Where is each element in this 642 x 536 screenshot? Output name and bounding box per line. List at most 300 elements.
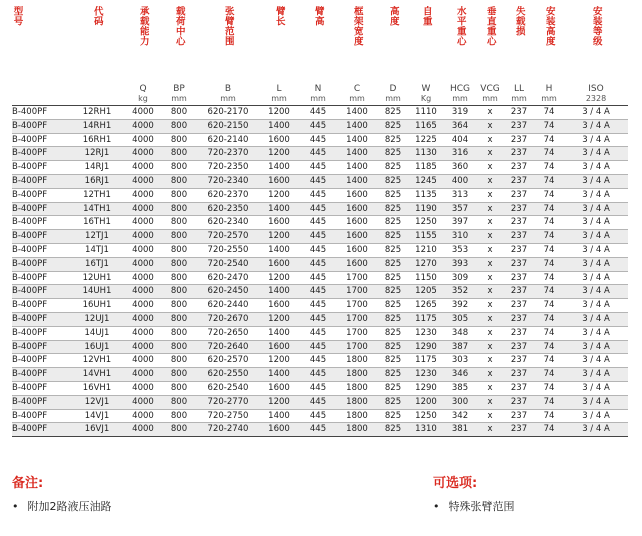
table-cell: 74	[534, 188, 564, 202]
table-cell: 445	[300, 133, 336, 147]
table-cell: 4000	[126, 230, 160, 244]
table-cell: 397	[444, 216, 476, 230]
table-cell: 1600	[336, 257, 378, 271]
table-cell: 1400	[336, 147, 378, 161]
column-header-cn	[126, 6, 160, 82]
column-symbol: LL	[513, 84, 525, 94]
table-cell: 1200	[258, 147, 300, 161]
table-cell: 1600	[258, 133, 300, 147]
table-cell: 3 / 4 A	[564, 119, 628, 133]
table-cell: 3 / 4 A	[564, 202, 628, 216]
table-cell: 14RH1	[68, 119, 126, 133]
table-cell: 825	[378, 230, 408, 244]
table-cell: 4000	[126, 147, 160, 161]
spec-table	[12, 6, 628, 437]
table-cell: x	[476, 133, 504, 147]
table-cell: 1400	[258, 285, 300, 299]
table-cell: 74	[534, 285, 564, 299]
table-cell: 1600	[336, 243, 378, 257]
table-cell: 720-2670	[198, 312, 258, 326]
table-row	[12, 395, 628, 409]
table-cell: 1400	[258, 119, 300, 133]
table-cell: 1270	[408, 257, 444, 271]
table-cell: 1700	[336, 340, 378, 354]
table-cell: 74	[534, 147, 564, 161]
header-symbol-row	[12, 82, 628, 94]
table-cell: 445	[300, 119, 336, 133]
table-cell: 1800	[336, 381, 378, 395]
table-cell: 74	[534, 257, 564, 271]
column-header-cn	[336, 6, 378, 82]
table-cell: 1400	[258, 202, 300, 216]
table-cell: 3 / 4 A	[564, 230, 628, 244]
table-cell: 1210	[408, 243, 444, 257]
table-cell: 1155	[408, 230, 444, 244]
table-cell: 393	[444, 257, 476, 271]
table-cell: 800	[160, 312, 198, 326]
table-cell: 12RJ1	[68, 147, 126, 161]
column-symbol: D	[389, 84, 397, 94]
column-unit: mm	[198, 94, 258, 106]
table-cell: 1400	[336, 174, 378, 188]
table-cell: 237	[504, 119, 534, 133]
table-cell: x	[476, 257, 504, 271]
table-cell: 1400	[336, 161, 378, 175]
column-header-cn	[476, 6, 504, 82]
table-cell: 4000	[126, 243, 160, 257]
table-cell: 74	[534, 312, 564, 326]
table-cell: 16RJ1	[68, 174, 126, 188]
table-cell: B-400PF	[12, 188, 68, 202]
column-header-cn	[444, 6, 476, 82]
table-cell: 720-2770	[198, 395, 258, 409]
table-cell: 720-2640	[198, 340, 258, 354]
column-unit: mm	[534, 94, 564, 106]
table-cell: 1185	[408, 161, 444, 175]
column-header-cn-label: 载荷中心	[173, 6, 185, 46]
column-unit: mm	[336, 94, 378, 106]
table-row	[12, 216, 628, 230]
table-cell: 1700	[336, 326, 378, 340]
table-cell: 720-2740	[198, 423, 258, 437]
table-cell: x	[476, 312, 504, 326]
table-cell: 237	[504, 133, 534, 147]
table-cell: 14RJ1	[68, 161, 126, 175]
column-symbol: VCG	[480, 84, 500, 94]
table-cell: B-400PF	[12, 368, 68, 382]
table-row	[12, 423, 628, 437]
table-row	[12, 147, 628, 161]
table-cell: x	[476, 285, 504, 299]
table-cell: 74	[534, 368, 564, 382]
table-cell: 74	[534, 174, 564, 188]
table-cell: x	[476, 243, 504, 257]
table-cell: 800	[160, 161, 198, 175]
table-cell: 800	[160, 271, 198, 285]
table-cell: 825	[378, 395, 408, 409]
table-row	[12, 188, 628, 202]
table-cell: 1200	[258, 312, 300, 326]
table-cell: 1200	[258, 354, 300, 368]
table-cell: 800	[160, 243, 198, 257]
table-row	[12, 368, 628, 382]
table-cell: 16TH1	[68, 216, 126, 230]
table-cell: 825	[378, 216, 408, 230]
column-symbol: C	[353, 84, 361, 94]
column-unit: mm	[504, 94, 534, 106]
table-cell: B-400PF	[12, 395, 68, 409]
table-cell: 12UH1	[68, 271, 126, 285]
table-cell: x	[476, 395, 504, 409]
column-symbol: HCG	[449, 84, 471, 94]
table-cell: 74	[534, 243, 564, 257]
table-cell: 1800	[336, 423, 378, 437]
table-cell: 74	[534, 299, 564, 313]
table-cell: 3 / 4 A	[564, 299, 628, 313]
table-cell: 1600	[258, 381, 300, 395]
column-header-cn	[198, 6, 258, 82]
table-cell: B-400PF	[12, 119, 68, 133]
table-cell: B-400PF	[12, 285, 68, 299]
table-cell: 445	[300, 312, 336, 326]
table-cell: 74	[534, 340, 564, 354]
table-cell: 319	[444, 106, 476, 120]
table-cell: 445	[300, 285, 336, 299]
table-cell: 74	[534, 326, 564, 340]
column-header-cn-label: 臂长	[273, 6, 285, 26]
table-cell: 800	[160, 423, 198, 437]
table-cell: 237	[504, 285, 534, 299]
table-cell: x	[476, 381, 504, 395]
table-cell: 1600	[336, 216, 378, 230]
table-cell: 800	[160, 340, 198, 354]
column-symbol: W	[421, 84, 431, 94]
table-cell: 825	[378, 423, 408, 437]
column-header-cn-label: 型号	[12, 6, 23, 26]
table-cell: 445	[300, 216, 336, 230]
table-cell: 305	[444, 312, 476, 326]
table-cell: 800	[160, 257, 198, 271]
table-cell: 4000	[126, 285, 160, 299]
table-cell: 14TH1	[68, 202, 126, 216]
table-cell: 237	[504, 409, 534, 423]
table-cell: 620-2550	[198, 368, 258, 382]
table-cell: 309	[444, 271, 476, 285]
table-cell: 3 / 4 A	[564, 106, 628, 120]
table-cell: 1700	[336, 271, 378, 285]
table-cell: 237	[504, 216, 534, 230]
table-cell: 800	[160, 202, 198, 216]
table-cell: B-400PF	[12, 381, 68, 395]
table-cell: B-400PF	[12, 161, 68, 175]
table-cell: 357	[444, 202, 476, 216]
column-header-cn-label: 承载能力	[137, 6, 149, 46]
table-cell: x	[476, 202, 504, 216]
table-cell: 300	[444, 395, 476, 409]
table-cell: B-400PF	[12, 354, 68, 368]
column-unit: Kg	[408, 94, 444, 106]
table-cell: 1600	[336, 202, 378, 216]
table-cell: 825	[378, 243, 408, 257]
table-cell: 16TJ1	[68, 257, 126, 271]
column-unit: mm	[444, 94, 476, 106]
table-row	[12, 243, 628, 257]
table-cell: 4000	[126, 188, 160, 202]
column-symbol: ISO	[588, 84, 604, 94]
table-cell: 237	[504, 147, 534, 161]
table-cell: 825	[378, 312, 408, 326]
table-cell: 825	[378, 119, 408, 133]
column-header-cn	[300, 6, 336, 82]
table-cell: 12TJ1	[68, 230, 126, 244]
table-cell: 800	[160, 230, 198, 244]
table-cell: 445	[300, 174, 336, 188]
table-cell: 237	[504, 354, 534, 368]
table-cell: x	[476, 299, 504, 313]
table-cell: 620-2140	[198, 133, 258, 147]
table-cell: 1600	[258, 174, 300, 188]
column-header-cn-label: 张臂范围	[222, 6, 234, 46]
table-cell: 3 / 4 A	[564, 381, 628, 395]
table-cell: 445	[300, 243, 336, 257]
header-chinese-row	[12, 6, 628, 82]
column-header-cn-label: 臂高	[312, 6, 324, 26]
table-cell: 800	[160, 354, 198, 368]
table-row	[12, 299, 628, 313]
table-row	[12, 174, 628, 188]
table-cell: 4000	[126, 381, 160, 395]
table-cell: 4000	[126, 133, 160, 147]
table-cell: 1700	[336, 285, 378, 299]
table-cell: 3 / 4 A	[564, 368, 628, 382]
table-cell: 445	[300, 106, 336, 120]
table-cell: 1700	[336, 299, 378, 313]
column-header-cn	[534, 6, 564, 82]
options-title: 可选项:	[433, 476, 478, 491]
table-cell: 1200	[258, 188, 300, 202]
table-cell: B-400PF	[12, 106, 68, 120]
table-cell: x	[476, 188, 504, 202]
table-cell: 352	[444, 285, 476, 299]
table-cell: 4000	[126, 161, 160, 175]
table-cell: 303	[444, 354, 476, 368]
table-cell: B-400PF	[12, 243, 68, 257]
table-cell: 620-2170	[198, 106, 258, 120]
table-cell: 720-2350	[198, 161, 258, 175]
table-cell: 825	[378, 354, 408, 368]
table-cell: 3 / 4 A	[564, 423, 628, 437]
column-symbol: H	[545, 84, 553, 94]
table-cell: 3 / 4 A	[564, 243, 628, 257]
table-row	[12, 285, 628, 299]
table-cell: 800	[160, 326, 198, 340]
table-cell: 620-2370	[198, 188, 258, 202]
table-cell: 4000	[126, 106, 160, 120]
table-cell: 1190	[408, 202, 444, 216]
table-cell: 825	[378, 188, 408, 202]
table-cell: 445	[300, 299, 336, 313]
table-cell: 3 / 4 A	[564, 326, 628, 340]
table-cell: 237	[504, 188, 534, 202]
table-cell: 1600	[258, 257, 300, 271]
table-cell: 4000	[126, 257, 160, 271]
table-cell: 1600	[258, 299, 300, 313]
table-cell: 313	[444, 188, 476, 202]
table-cell: 1245	[408, 174, 444, 188]
column-header-cn-label: 安装高度	[543, 6, 555, 46]
table-cell: 74	[534, 354, 564, 368]
options-item: • 特殊张臂范围	[433, 498, 515, 514]
table-cell: 237	[504, 161, 534, 175]
table-cell: 12TH1	[68, 188, 126, 202]
table-cell: 74	[534, 230, 564, 244]
table-cell: B-400PF	[12, 326, 68, 340]
table-cell: 3 / 4 A	[564, 188, 628, 202]
table-cell: x	[476, 174, 504, 188]
table-cell: 74	[534, 216, 564, 230]
column-symbol: L	[276, 84, 282, 94]
table-row	[12, 354, 628, 368]
column-unit: kg	[126, 94, 160, 106]
table-cell: 1200	[258, 106, 300, 120]
table-cell: 445	[300, 271, 336, 285]
table-cell: x	[476, 271, 504, 285]
table-cell: x	[476, 106, 504, 120]
table-cell: 1230	[408, 368, 444, 382]
table-cell: 237	[504, 271, 534, 285]
table-cell: 237	[504, 381, 534, 395]
column-header-cn-label: 高度	[387, 6, 399, 26]
table-cell: 800	[160, 106, 198, 120]
table-cell: 237	[504, 326, 534, 340]
column-unit: mm	[300, 94, 336, 106]
remarks-list	[12, 498, 112, 514]
table-cell: B-400PF	[12, 202, 68, 216]
table-cell: 1200	[408, 395, 444, 409]
table-cell: x	[476, 216, 504, 230]
table-cell: 3 / 4 A	[564, 409, 628, 423]
column-symbol: N	[314, 84, 322, 94]
column-header-cn	[504, 6, 534, 82]
table-cell: 16VJ1	[68, 423, 126, 437]
table-cell: 14TJ1	[68, 243, 126, 257]
table-cell: 4000	[126, 299, 160, 313]
table-cell: 400	[444, 174, 476, 188]
table-cell: 1230	[408, 326, 444, 340]
table-cell: 720-2750	[198, 409, 258, 423]
table-cell: 620-2470	[198, 271, 258, 285]
table-cell: 74	[534, 409, 564, 423]
column-header-cn-label: 框架宽度	[351, 6, 363, 46]
table-cell: 3 / 4 A	[564, 257, 628, 271]
column-header-cn-label: 代码	[91, 6, 103, 26]
table-cell: 1400	[258, 243, 300, 257]
table-cell: 385	[444, 381, 476, 395]
table-row	[12, 312, 628, 326]
table-cell: 74	[534, 395, 564, 409]
table-cell: 720-2370	[198, 147, 258, 161]
table-cell: 4000	[126, 395, 160, 409]
table-cell: 825	[378, 299, 408, 313]
table-cell: 1175	[408, 354, 444, 368]
column-header-cn	[408, 6, 444, 82]
column-unit: mm	[160, 94, 198, 106]
table-cell: B-400PF	[12, 340, 68, 354]
column-unit: 2328	[564, 94, 628, 106]
table-cell: 237	[504, 368, 534, 382]
table-cell: 445	[300, 161, 336, 175]
table-cell: 3 / 4 A	[564, 216, 628, 230]
table-cell: 800	[160, 119, 198, 133]
table-cell: 12UJ1	[68, 312, 126, 326]
header-unit-row	[12, 94, 628, 106]
table-cell: 620-2440	[198, 299, 258, 313]
table-cell: 237	[504, 202, 534, 216]
table-cell: 14VJ1	[68, 409, 126, 423]
table-cell: 825	[378, 271, 408, 285]
table-cell: 387	[444, 340, 476, 354]
table-cell: 1265	[408, 299, 444, 313]
table-cell: 825	[378, 368, 408, 382]
table-cell: 720-2570	[198, 230, 258, 244]
table-cell: 445	[300, 147, 336, 161]
table-cell: 237	[504, 230, 534, 244]
table-cell: 4000	[126, 423, 160, 437]
table-cell: 1130	[408, 147, 444, 161]
table-cell: 3 / 4 A	[564, 133, 628, 147]
table-cell: 620-2540	[198, 381, 258, 395]
table-cell: x	[476, 230, 504, 244]
table-cell: 16UH1	[68, 299, 126, 313]
table-cell: 348	[444, 326, 476, 340]
table-cell: 3 / 4 A	[564, 312, 628, 326]
table-cell: B-400PF	[12, 299, 68, 313]
table-cell: 4000	[126, 340, 160, 354]
column-symbol: Q	[139, 84, 147, 94]
table-cell: x	[476, 354, 504, 368]
table-cell: 310	[444, 230, 476, 244]
table-cell: B-400PF	[12, 257, 68, 271]
table-cell: 800	[160, 147, 198, 161]
table-cell: B-400PF	[12, 423, 68, 437]
table-cell: 1310	[408, 423, 444, 437]
table-cell: 1700	[336, 312, 378, 326]
table-cell: 346	[444, 368, 476, 382]
table-row	[12, 340, 628, 354]
table-cell: 720-2340	[198, 174, 258, 188]
table-cell: 74	[534, 106, 564, 120]
table-cell: 4000	[126, 174, 160, 188]
table-cell: 1800	[336, 409, 378, 423]
table-cell: 4000	[126, 326, 160, 340]
table-cell: 1600	[258, 216, 300, 230]
table-cell: 237	[504, 243, 534, 257]
table-cell: 825	[378, 147, 408, 161]
table-cell: x	[476, 409, 504, 423]
table-cell: 445	[300, 230, 336, 244]
table-cell: 381	[444, 423, 476, 437]
table-row	[12, 326, 628, 340]
table-cell: 3 / 4 A	[564, 174, 628, 188]
table-cell: 800	[160, 216, 198, 230]
table-cell: x	[476, 147, 504, 161]
table-cell: 1290	[408, 340, 444, 354]
table-row	[12, 257, 628, 271]
column-unit: mm	[258, 94, 300, 106]
table-cell: 825	[378, 161, 408, 175]
table-cell: 74	[534, 381, 564, 395]
table-cell: B-400PF	[12, 174, 68, 188]
